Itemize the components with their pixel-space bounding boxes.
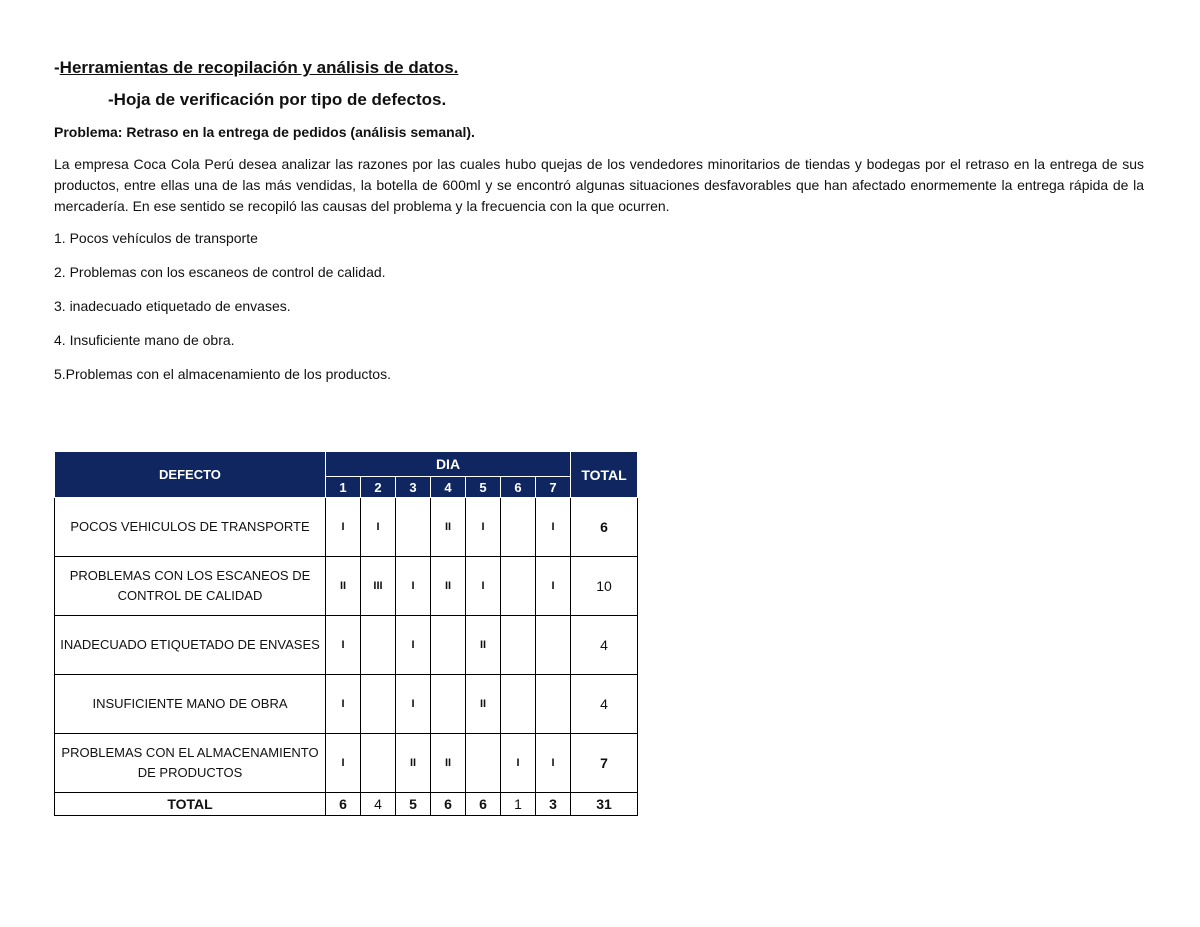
tally-cell: II xyxy=(431,557,466,616)
table-row xyxy=(55,616,638,675)
cause-item-3: 3. inadecuado etiquetado de envases. xyxy=(54,298,291,314)
tally-cell: I xyxy=(466,557,501,616)
description-paragraph: La empresa Coca Cola Perú desea analizar las razones por las cuales hubo quejas de los vendedores minoritarios de tiendas y bodegas por el retraso en la entrega de sus productos, entre ellas una de las más vendidas, la botella de 600ml y se encontró algunas situaciones desfavorables que han afectado enormemente la entrega rápida de la mercadería. En ese sentido se recopiló las causas del problema y la frecuencia con la que ocurren. xyxy=(54,156,1144,214)
tally-cell: II xyxy=(466,675,501,734)
tally-cell xyxy=(501,498,536,557)
day-total-cell: 6 xyxy=(431,793,466,816)
table-row xyxy=(55,675,638,734)
tally-cell: I xyxy=(536,557,571,616)
tally-cell: I xyxy=(326,616,361,675)
row-total-cell: 4 xyxy=(571,675,638,734)
cause-item-5: 5.Problemas con el almacenamiento de los productos. xyxy=(54,366,391,382)
defect-cell: PROBLEMAS CON EL ALMACENAMIENTO DE PRODUCTOS xyxy=(55,734,326,793)
header-defect: DEFECTO xyxy=(55,452,326,498)
day-header: 1 xyxy=(326,477,361,498)
day-total-cell: 3 xyxy=(536,793,571,816)
table-header-row xyxy=(55,452,638,477)
header-total: TOTAL xyxy=(571,452,638,498)
tally-cell xyxy=(361,734,396,793)
table-row xyxy=(55,498,638,557)
row-total-cell: 10 xyxy=(571,557,638,616)
table-row xyxy=(55,734,638,793)
tally-cell: II xyxy=(396,734,431,793)
tally-cell: I xyxy=(396,557,431,616)
tally-cell: I xyxy=(466,498,501,557)
tally-cell xyxy=(431,616,466,675)
row-total-cell: 7 xyxy=(571,734,638,793)
tally-cell xyxy=(501,675,536,734)
tally-cell: I xyxy=(361,498,396,557)
day-total-cell: 6 xyxy=(326,793,361,816)
tally-cell xyxy=(396,498,431,557)
row-total-cell: 6 xyxy=(571,498,638,557)
tally-cell: I xyxy=(536,734,571,793)
tally-cell: I xyxy=(326,498,361,557)
day-header: 2 xyxy=(361,477,396,498)
heading-title: Herramientas de recopilación y análisis de datos. xyxy=(59,58,459,77)
cause-item-2: 2. Problemas con los escaneos de control de calidad. xyxy=(54,264,386,280)
tally-cell: I xyxy=(326,734,361,793)
tally-cell: III xyxy=(361,557,396,616)
day-header: 6 xyxy=(501,477,536,498)
day-total-cell: 6 xyxy=(466,793,501,816)
day-header: 5 xyxy=(466,477,501,498)
tally-cell xyxy=(536,616,571,675)
table-row xyxy=(55,557,638,616)
tally-cell xyxy=(501,557,536,616)
tally-cell: I xyxy=(396,616,431,675)
totals-label: TOTAL xyxy=(55,793,326,816)
tally-cell: II xyxy=(431,734,466,793)
problem-statement: Problema: Retraso en la entrega de pedidos (análisis semanal). xyxy=(54,124,475,140)
main-heading xyxy=(54,58,1144,78)
day-header: 7 xyxy=(536,477,571,498)
cause-item-1: 1. Pocos vehículos de transporte xyxy=(54,230,258,246)
day-total-cell: 1 xyxy=(501,793,536,816)
tally-cell xyxy=(536,675,571,734)
cause-item-4: 4. Insuficiente mano de obra. xyxy=(54,332,235,348)
tally-cell xyxy=(501,616,536,675)
defect-cell: PROBLEMAS CON LOS ESCANEOS DE CONTROL DE CALIDAD xyxy=(55,557,326,616)
defect-cell: POCOS VEHICULOS DE TRANSPORTE xyxy=(55,498,326,557)
tally-cell xyxy=(466,734,501,793)
heading-prefix: - xyxy=(54,58,60,77)
defect-cell: INADECUADO ETIQUETADO DE ENVASES xyxy=(55,616,326,675)
tally-cell xyxy=(361,616,396,675)
day-total-cell: 5 xyxy=(396,793,431,816)
document-body xyxy=(54,58,1144,399)
tally-cell: II xyxy=(466,616,501,675)
tally-cell: II xyxy=(326,557,361,616)
totals-row xyxy=(55,793,638,816)
defect-cell: INSUFICIENTE MANO DE OBRA xyxy=(55,675,326,734)
tally-cell: II xyxy=(431,498,466,557)
day-header: 4 xyxy=(431,477,466,498)
tally-cell: I xyxy=(396,675,431,734)
tally-cell: I xyxy=(536,498,571,557)
header-day: DIA xyxy=(326,452,571,477)
row-total-cell: 4 xyxy=(571,616,638,675)
tally-cell xyxy=(361,675,396,734)
day-header: 3 xyxy=(396,477,431,498)
tally-cell: I xyxy=(501,734,536,793)
tally-cell xyxy=(431,675,466,734)
check-sheet-table xyxy=(54,451,638,816)
sub-heading: -Hoja de verificación por tipo de defectos. xyxy=(108,90,447,109)
day-total-cell: 4 xyxy=(361,793,396,816)
grand-total-cell: 31 xyxy=(571,793,638,816)
tally-cell: I xyxy=(326,675,361,734)
